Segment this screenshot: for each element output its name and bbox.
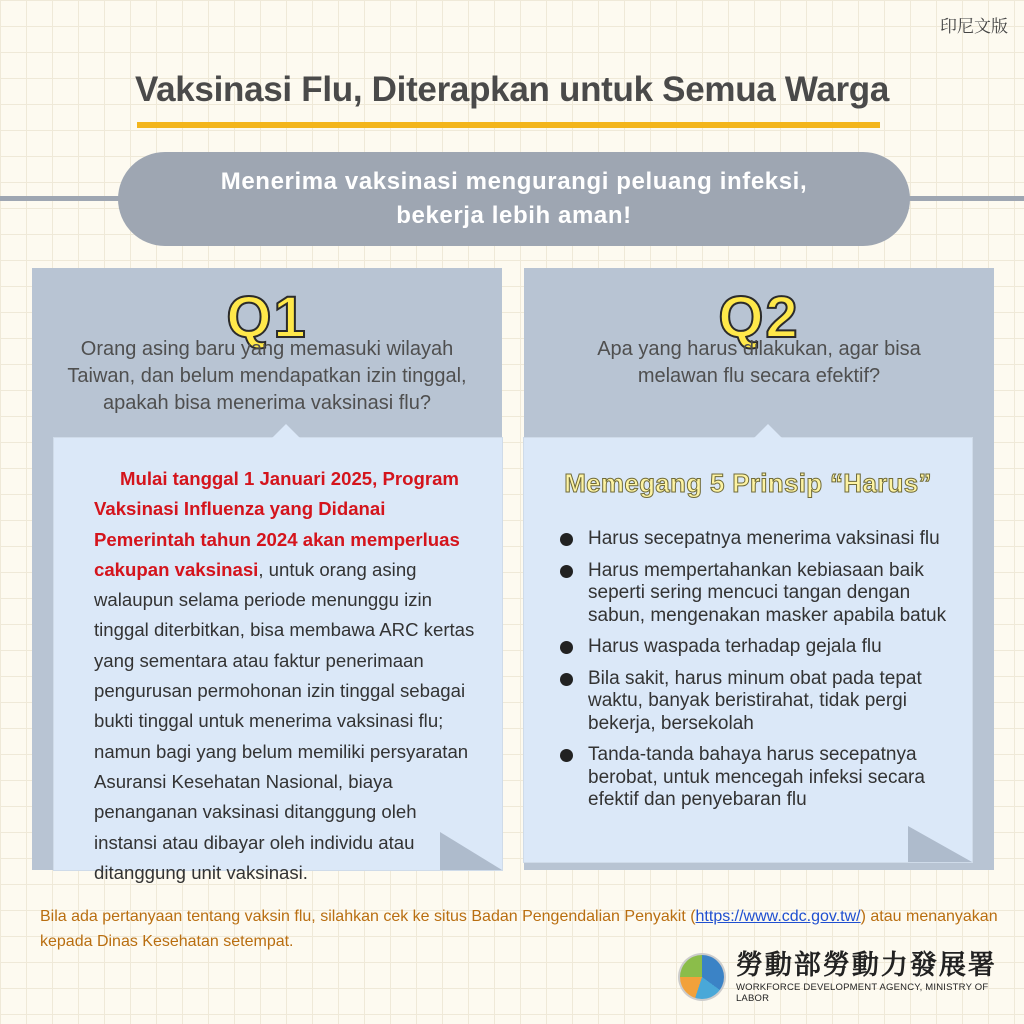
q2-label: Q2: [718, 285, 800, 350]
bullet-icon: [560, 749, 573, 762]
q2-answer-card: [524, 438, 972, 862]
agency-name-en: WORKFORCE DEVELOPMENT AGENCY, MINISTRY OF LABOR: [735, 982, 989, 1004]
q1-answer: [94, 464, 480, 888]
agency-emblem-icon: [678, 953, 726, 1001]
list-item: Bila sakit, harus minum obat pada tepat waktu, banyak beristirahat, tidak pergi bekerja, bersekolah: [560, 668, 948, 736]
subtitle-line-left: [0, 196, 130, 201]
q2-question: Apa yang harus dilakukan, agar bisa melawan flu secara efektif?: [597, 338, 921, 387]
q1-answer-body: , untuk orang asing walaupun selama periode menunggu izin tinggal diterbitkan, bisa membawa ARC kertas yang sementara atau faktur penerimaan pengurusan permohonan izin tinggal sebagai bukti tinggal untuk menerima vaksinasi flu; namun bagi yang belum memiliki persyaratan Asuransi Kesehatan Nasional, biaya penanganan vaksinasi ditanggung oleh instansi atau dibayar oleh individu atau ditanggung unit vaksinasi.: [94, 558, 475, 883]
agency-name-zh: 勞動部勞動力發展署: [735, 950, 997, 981]
bullet-icon: [560, 673, 573, 686]
q1-label: Q1: [226, 285, 308, 350]
bullet-icon: [560, 641, 573, 654]
subtitle-banner: [118, 152, 910, 246]
subtitle-text: Menerima vaksinasi mengurangi peluang infeksi, bekerja lebih aman!: [220, 168, 808, 229]
page-title: Vaksinasi Flu, Diterapkan untuk Semua Warga: [134, 70, 890, 109]
list-item: Harus secepatnya menerima vaksinasi flu: [560, 528, 948, 551]
list-item: Tanda-tanda bahaya harus secepatnya berobat, untuk mencegah infeksi secara efektif dan penyebaran flu: [560, 744, 948, 812]
q1-question: Orang asing baru yang memasuki wilayah Taiwan, dan belum mendapatkan izin tinggal, apakah bisa menerima vaksinasi flu?: [67, 338, 467, 414]
q1-panel: [32, 268, 502, 883]
q1-answer-highlight: Mulai tanggal 1 Januari 2025, Program Vaksinasi Influenza yang Didanai Pemerintah tahun 2024 akan memperluas cakupan vaksinasi: [94, 468, 460, 580]
list-item: Harus waspada terhadap gejala flu: [560, 636, 948, 659]
q1-card-notch: [272, 424, 300, 438]
cdc-link[interactable]: https://www.cdc.gov.tw/: [695, 908, 861, 925]
subtitle-line-right: [898, 196, 1024, 201]
q1-answer-card: [54, 438, 502, 883]
list-item: Harus mempertahankan kebiasaan baik seperti sering mencuci tangan dengan sabun, mengenakan masker apabila batuk: [560, 560, 948, 628]
language-tag: 印尼文版: [940, 17, 1008, 37]
bullet-icon: [560, 565, 573, 578]
footer-note: Bila ada pertanyaan tentang vaksin flu, silahkan cek ke situs Badan Pengendalian Penyakit (https://www.cdc.gov.tw/) atau menanyakan kepada Dinas Kesehatan setempat.: [40, 908, 998, 950]
q2-card-notch: [754, 424, 782, 438]
q2-heading: Memegang 5 Prinsip “Harus”: [564, 468, 932, 498]
principles-list: [560, 528, 948, 821]
q2-card-fold: [908, 826, 972, 862]
title-underline: [137, 122, 880, 128]
agency-name: [736, 950, 1024, 1004]
agency-logo: [678, 950, 1024, 1004]
bullet-icon: [560, 533, 573, 546]
q2-panel: [524, 268, 994, 870]
